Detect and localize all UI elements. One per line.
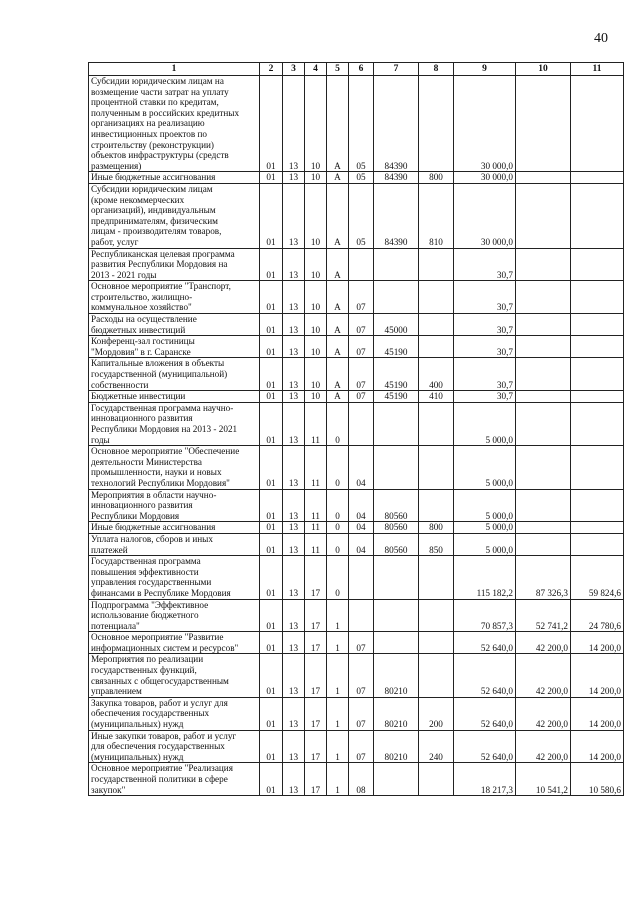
subsection-code: 13 [283,446,305,489]
page-number: 40 [594,31,608,46]
section-code: 01 [260,489,283,522]
amount-col-11 [571,522,624,534]
expense-code [374,556,419,599]
amount-col-10 [516,172,571,184]
expense-type-code: 410 [419,391,454,403]
column-header: 5 [327,63,349,76]
table-row [89,281,624,314]
row-name: Иные бюджетные ассигнования [89,522,260,534]
subsection-code: 13 [283,281,305,314]
expense-code: 45190 [374,336,419,358]
expense-code: 80210 [374,654,419,697]
amount-col-10 [516,183,571,248]
program-code: 11 [305,522,327,534]
subsection-code: 13 [283,391,305,403]
program-code: 10 [305,314,327,336]
section-code: 01 [260,533,283,555]
expense-type-code [419,281,454,314]
amount-col-10 [516,533,571,555]
table-row [89,336,624,358]
expense-type-code [419,599,454,632]
activity-code: 07 [349,730,374,763]
table-row [89,632,624,654]
subsection-code: 13 [283,358,305,391]
amount-col-9: 30,7 [454,314,516,336]
row-name: Субсидии юридическим лицам на возмещение части затрат на уплату процентной ставки по кредитам, полученным в российских кредитных организациях на реализацию инвестиционных проектов по строительству (реконструкции) объектов инфраструктуры (средств размещения) [89,76,260,172]
expense-code [374,248,419,281]
expense-type-code: 200 [419,697,454,730]
amount-col-9: 70 857,3 [454,599,516,632]
amount-col-9: 30,7 [454,336,516,358]
expense-type-code [419,654,454,697]
amount-col-11 [571,172,624,184]
expense-code [374,763,419,796]
subsection-code: 13 [283,763,305,796]
activity-code: 05 [349,172,374,184]
amount-col-11: 14 200,0 [571,654,624,697]
amount-col-11: 59 824,6 [571,556,624,599]
expense-type-code [419,556,454,599]
expense-code: 80560 [374,522,419,534]
program-code: 17 [305,763,327,796]
amount-col-10 [516,402,571,445]
table-row [89,489,624,522]
expense-type-code: 240 [419,730,454,763]
amount-col-10 [516,522,571,534]
section-code: 01 [260,358,283,391]
section-code: 01 [260,654,283,697]
subprogram-code: 0 [327,522,349,534]
expense-type-code: 850 [419,533,454,555]
row-name: Бюджетные инвестиции [89,391,260,403]
amount-col-11 [571,402,624,445]
section-code: 01 [260,314,283,336]
expense-code [374,599,419,632]
expense-type-code: 810 [419,183,454,248]
table-row [89,599,624,632]
expense-code: 45190 [374,391,419,403]
program-code: 11 [305,402,327,445]
row-name: Расходы на осуществление бюджетных инвестиций [89,314,260,336]
subprogram-code: 1 [327,632,349,654]
table-body [89,76,624,796]
table-row [89,402,624,445]
amount-col-10 [516,489,571,522]
expense-code: 84390 [374,183,419,248]
subsection-code: 13 [283,314,305,336]
subprogram-code: А [327,314,349,336]
section-code: 01 [260,248,283,281]
budget-table [88,62,624,796]
program-code: 11 [305,446,327,489]
amount-col-9: 30,7 [454,281,516,314]
subsection-code: 13 [283,336,305,358]
activity-code: 07 [349,391,374,403]
expense-type-code [419,402,454,445]
amount-col-11 [571,183,624,248]
activity-code: 04 [349,522,374,534]
table-row [89,533,624,555]
activity-code: 07 [349,654,374,697]
row-name: Государственная программа научно- инновационного развития Республики Мордовия на 2013 - 2021 годы [89,402,260,445]
amount-col-10 [516,248,571,281]
subprogram-code: 1 [327,730,349,763]
subsection-code: 13 [283,632,305,654]
amount-col-10 [516,358,571,391]
expense-code: 84390 [374,76,419,172]
amount-col-9: 52 640,0 [454,654,516,697]
activity-code: 04 [349,489,374,522]
subprogram-code: А [327,172,349,184]
program-code: 10 [305,248,327,281]
section-code: 01 [260,522,283,534]
activity-code: 08 [349,763,374,796]
table-row [89,314,624,336]
subprogram-code: А [327,76,349,172]
amount-col-11 [571,358,624,391]
amount-col-10: 42 200,0 [516,697,571,730]
amount-col-11 [571,336,624,358]
program-code: 10 [305,281,327,314]
subprogram-code: А [327,281,349,314]
expense-code [374,402,419,445]
expense-type-code [419,632,454,654]
subprogram-code: А [327,358,349,391]
row-name: Основное мероприятие "Развитие информационных систем и ресурсов" [89,632,260,654]
amount-col-9: 115 182,2 [454,556,516,599]
amount-col-9: 52 640,0 [454,697,516,730]
column-header: 6 [349,63,374,76]
expense-code [374,281,419,314]
subprogram-code: А [327,183,349,248]
row-name: Конференц-зал гостиницы "Мордовия" в г. Саранске [89,336,260,358]
amount-col-9: 5 000,0 [454,489,516,522]
row-name: Капитальные вложения в объекты государственной (муниципальной) собственности [89,358,260,391]
amount-col-9: 30,7 [454,248,516,281]
amount-col-9: 5 000,0 [454,522,516,534]
column-header: 1 [89,63,260,76]
amount-col-11: 10 580,6 [571,763,624,796]
row-name: Закупка товаров, работ и услуг для обеспечения государственных (муниципальных) нужд [89,697,260,730]
program-code: 17 [305,556,327,599]
program-code: 17 [305,654,327,697]
program-code: 11 [305,489,327,522]
amount-col-10 [516,446,571,489]
activity-code [349,599,374,632]
section-code: 01 [260,632,283,654]
section-code: 01 [260,336,283,358]
expense-type-code: 800 [419,172,454,184]
section-code: 01 [260,402,283,445]
subprogram-code: 0 [327,489,349,522]
amount-col-9: 5 000,0 [454,533,516,555]
subsection-code: 13 [283,522,305,534]
amount-col-11: 14 200,0 [571,697,624,730]
section-code: 01 [260,391,283,403]
activity-code [349,402,374,445]
activity-code [349,248,374,281]
amount-col-10: 42 200,0 [516,654,571,697]
amount-col-9: 30,7 [454,358,516,391]
program-code: 17 [305,599,327,632]
table-row [89,358,624,391]
activity-code: 05 [349,183,374,248]
amount-col-10: 42 200,0 [516,730,571,763]
amount-col-11: 14 200,0 [571,632,624,654]
subsection-code: 13 [283,697,305,730]
subsection-code: 13 [283,730,305,763]
expense-code: 45000 [374,314,419,336]
table-row [89,654,624,697]
table-row [89,248,624,281]
program-code: 10 [305,183,327,248]
table-row [89,522,624,534]
amount-col-10: 42 200,0 [516,632,571,654]
amount-col-11 [571,446,624,489]
activity-code: 07 [349,314,374,336]
expense-code: 80560 [374,489,419,522]
amount-col-11 [571,76,624,172]
expense-code [374,632,419,654]
subprogram-code: 0 [327,446,349,489]
section-code: 01 [260,730,283,763]
row-name: Мероприятия в области научно- инновационного развития Республики Мордовия [89,489,260,522]
subsection-code: 13 [283,599,305,632]
program-code: 10 [305,76,327,172]
subsection-code: 13 [283,654,305,697]
amount-col-9: 30,7 [454,391,516,403]
amount-col-10: 10 541,2 [516,763,571,796]
expense-type-code [419,446,454,489]
amount-col-10 [516,281,571,314]
program-code: 10 [305,336,327,358]
subprogram-code: А [327,248,349,281]
subsection-code: 13 [283,556,305,599]
row-name: Уплата налогов, сборов и иных платежей [89,533,260,555]
row-name: Основное мероприятие "Транспорт, строительство, жилищно- коммунальное хозяйство" [89,281,260,314]
amount-col-9: 5 000,0 [454,446,516,489]
row-name: Основное мероприятие "Обеспечение деятельности Министерства промышленности, науки и новых технологий Республики Мордовия" [89,446,260,489]
expense-type-code [419,489,454,522]
amount-col-9: 5 000,0 [454,402,516,445]
amount-col-11 [571,391,624,403]
program-code: 10 [305,391,327,403]
column-header: 8 [419,63,454,76]
expense-type-code [419,248,454,281]
expense-code: 80210 [374,730,419,763]
amount-col-10 [516,76,571,172]
subprogram-code: 1 [327,697,349,730]
amount-col-9: 30 000,0 [454,183,516,248]
expense-type-code [419,763,454,796]
column-header: 9 [454,63,516,76]
amount-col-9: 30 000,0 [454,76,516,172]
subprogram-code: А [327,336,349,358]
table-row [89,391,624,403]
section-code: 01 [260,172,283,184]
program-code: 17 [305,730,327,763]
activity-code: 07 [349,358,374,391]
header-row [89,63,624,76]
activity-code [349,556,374,599]
activity-code: 05 [349,76,374,172]
subsection-code: 13 [283,533,305,555]
column-header: 10 [516,63,571,76]
section-code: 01 [260,446,283,489]
row-name: Иные бюджетные ассигнования [89,172,260,184]
amount-col-9: 18 217,3 [454,763,516,796]
row-name: Основное мероприятие "Реализация государственной политики в сфере закупок" [89,763,260,796]
row-name: Иные закупки товаров, работ и услуг для обеспечения государственных (муниципальных) нужд [89,730,260,763]
amount-col-10 [516,336,571,358]
expense-type-code [419,336,454,358]
amount-col-10 [516,391,571,403]
section-code: 01 [260,281,283,314]
expense-code: 80210 [374,697,419,730]
section-code: 01 [260,697,283,730]
table-row [89,446,624,489]
subprogram-code: 1 [327,654,349,697]
program-code: 10 [305,172,327,184]
amount-col-11: 24 780,6 [571,599,624,632]
amount-col-9: 52 640,0 [454,632,516,654]
expense-code [374,446,419,489]
activity-code: 07 [349,632,374,654]
column-header: 3 [283,63,305,76]
expense-type-code: 800 [419,522,454,534]
activity-code: 07 [349,697,374,730]
table-row [89,556,624,599]
expense-type-code [419,76,454,172]
subsection-code: 13 [283,76,305,172]
program-code: 17 [305,632,327,654]
program-code: 17 [305,697,327,730]
amount-col-11 [571,281,624,314]
amount-col-9: 30 000,0 [454,172,516,184]
subprogram-code: 1 [327,599,349,632]
activity-code: 07 [349,336,374,358]
row-name: Государственная программа повышения эффективности управления государственными финансами в Республике Мордовия [89,556,260,599]
amount-col-11 [571,533,624,555]
table-row [89,172,624,184]
column-header: 7 [374,63,419,76]
column-header: 4 [305,63,327,76]
subprogram-code: 0 [327,402,349,445]
subprogram-code: 0 [327,556,349,599]
activity-code: 04 [349,446,374,489]
expense-code: 80560 [374,533,419,555]
amount-col-11: 14 200,0 [571,730,624,763]
table-row [89,763,624,796]
subsection-code: 13 [283,183,305,248]
subprogram-code: А [327,391,349,403]
subsection-code: 13 [283,489,305,522]
table-row [89,76,624,172]
amount-col-11 [571,314,624,336]
amount-col-11 [571,489,624,522]
amount-col-10: 52 741,2 [516,599,571,632]
table-row [89,697,624,730]
amount-col-10 [516,314,571,336]
program-code: 11 [305,533,327,555]
amount-col-10: 87 326,3 [516,556,571,599]
amount-col-11 [571,248,624,281]
subprogram-code: 1 [327,763,349,796]
activity-code: 04 [349,533,374,555]
row-name: Республиканская целевая программа развития Республики Мордовия на 2013 - 2021 годы [89,248,260,281]
subsection-code: 13 [283,172,305,184]
row-name: Мероприятия по реализации государственных функций, связанных с общегосударственным управлением [89,654,260,697]
expense-type-code [419,314,454,336]
table-row [89,183,624,248]
program-code: 10 [305,358,327,391]
section-code: 01 [260,556,283,599]
expense-type-code: 400 [419,358,454,391]
row-name: Подпрограмма "Эффективное использование бюджетного потенциала" [89,599,260,632]
column-header: 11 [571,63,624,76]
amount-col-9: 52 640,0 [454,730,516,763]
section-code: 01 [260,76,283,172]
row-name: Субсидии юридическим лицам (кроме некоммерческих организаций), индивидуальным предпринимателям, физическим лицам - производителям товаров, работ, услуг [89,183,260,248]
section-code: 01 [260,599,283,632]
section-code: 01 [260,763,283,796]
subprogram-code: 0 [327,533,349,555]
subsection-code: 13 [283,402,305,445]
column-header: 2 [260,63,283,76]
expense-code: 45190 [374,358,419,391]
activity-code: 07 [349,281,374,314]
expense-code: 84390 [374,172,419,184]
table-row [89,730,624,763]
subsection-code: 13 [283,248,305,281]
section-code: 01 [260,183,283,248]
